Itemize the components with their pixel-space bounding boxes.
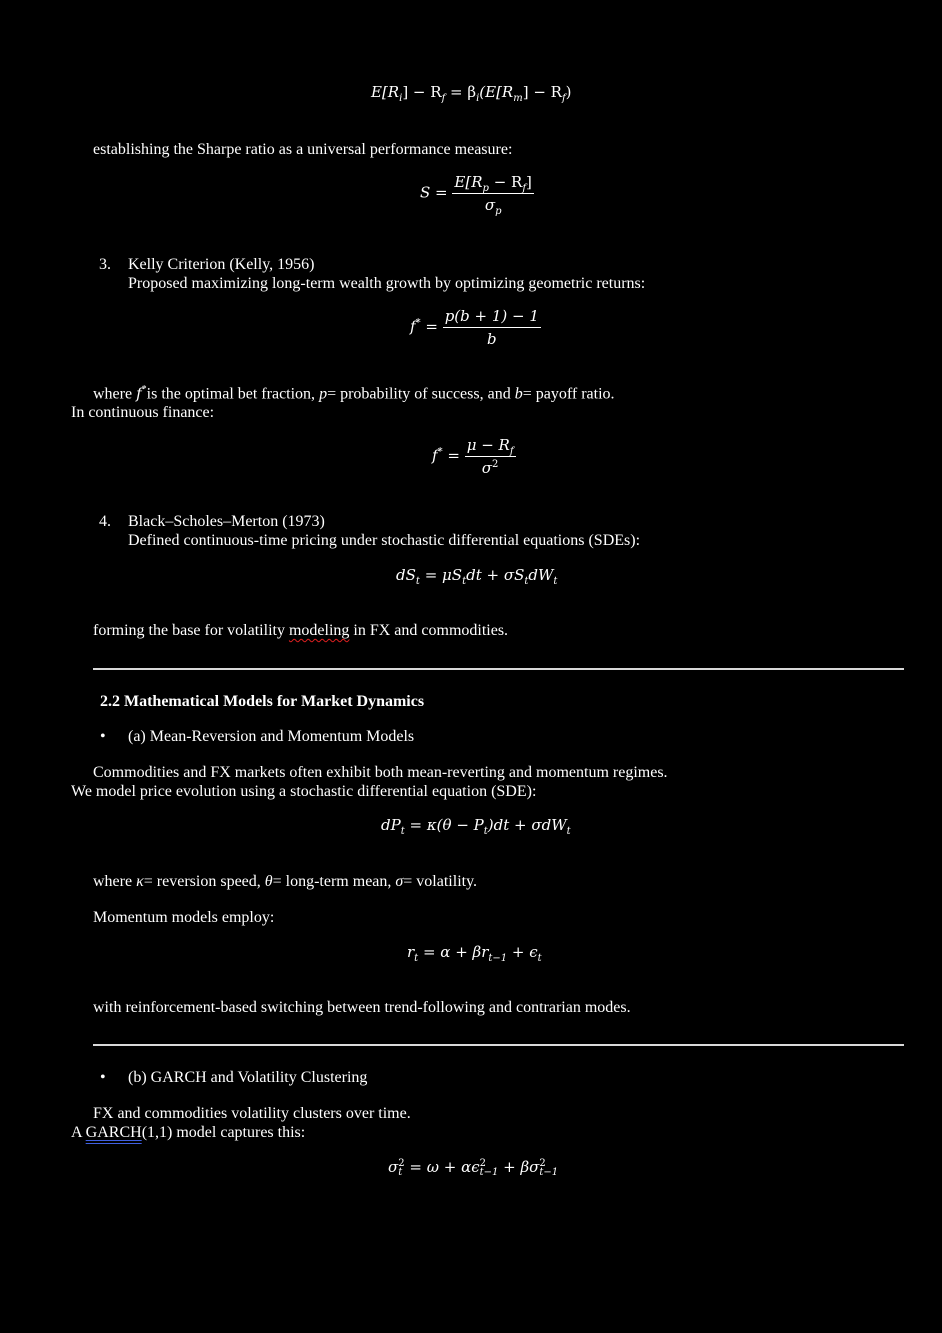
eq-part: = ω + αϵ [404, 1158, 480, 1176]
eq-sub: t [414, 953, 419, 964]
grammar-suggestion-underline[interactable]: GARCH [85, 1124, 142, 1141]
horizontal-rule [93, 1044, 904, 1046]
text-part: = reversion speed, [143, 873, 265, 890]
list-number-3: 3. [99, 256, 111, 273]
text-part: = payoff ratio. [522, 385, 615, 403]
eq-part: ] [526, 173, 532, 191]
eq-part: (E[R [479, 83, 514, 101]
text-part: A [71, 1124, 86, 1141]
text-part: forming the base for volatility [93, 622, 289, 639]
bullet-icon: • [100, 1069, 106, 1086]
eq-part: − R [488, 173, 523, 191]
eq-sub: m [513, 93, 523, 104]
gbm-equation [396, 566, 558, 587]
eq-sub: t [462, 576, 467, 587]
text-part: (1,1) model captures this: [141, 1124, 306, 1141]
continuous-finance-text: In continuous finance: [71, 404, 215, 421]
forming-base-text [93, 622, 508, 640]
capm-equation [371, 83, 572, 104]
text-part: = long-term mean, [272, 873, 396, 890]
garch-equation [388, 1158, 558, 1177]
eq-part: ] − R [522, 83, 562, 101]
eq-part: = α + βr [418, 943, 489, 961]
eq-part: S = [420, 183, 448, 202]
list-number-4: 4. [99, 513, 111, 530]
eq-sup: * [415, 317, 421, 329]
text-part: p [319, 385, 328, 403]
eq-sup: 2 [398, 1158, 405, 1169]
garch-text-1: FX and commodities volatility clusters over time. [93, 1105, 411, 1122]
garch-text-2 [71, 1124, 305, 1142]
eq-part: = κ(θ − P [404, 816, 484, 834]
eq-sub: f [509, 446, 514, 457]
momentum-intro-text: Momentum models employ: [93, 909, 275, 926]
eq-part: dW [528, 566, 554, 584]
text-part: θ [264, 873, 273, 890]
text-part: = probability of success, and [327, 385, 515, 403]
ou-equation [381, 816, 571, 837]
fraction-denominator [482, 457, 499, 477]
eq-part: dt + σS [466, 566, 525, 584]
text-part: b [514, 385, 523, 403]
eq-part: f [410, 317, 416, 336]
eq-sub: t [537, 953, 542, 964]
fraction-denominator: b [486, 330, 497, 348]
eq-sub: i [476, 93, 480, 104]
eq-sub: t [415, 576, 420, 587]
spelling-error-underline[interactable]: modeling [288, 622, 350, 639]
fraction-numerator [452, 173, 533, 194]
eq-sub: f [522, 183, 527, 194]
eq-part: dS [396, 566, 416, 584]
eq-part: ) [565, 83, 572, 101]
momentum-equation [407, 943, 542, 964]
eq-part: + ϵ [507, 943, 538, 961]
text-part: in FX and commodities. [349, 622, 509, 639]
sharpe-equation [420, 173, 534, 217]
eq-part: μ − R [466, 436, 510, 454]
section-heading: 2.2 Mathematical Models for Market Dynamics [100, 693, 425, 710]
eq-part: dP [381, 816, 401, 834]
text-part: σ [395, 873, 404, 890]
text-part: f [136, 384, 142, 403]
kelly-where-text [93, 384, 615, 403]
eq-part: = β [445, 83, 477, 101]
bsm-title: Black–Scholes–Merton (1973) [128, 513, 325, 530]
eq-sup: 2 [539, 1158, 546, 1169]
kelly-fraction [443, 307, 541, 348]
eq-part: = μS [419, 566, 463, 584]
eq-sub: t [398, 1167, 403, 1178]
eq-part: f [432, 446, 438, 465]
eq-sub: t [524, 576, 529, 587]
eq-sub: t−1 [479, 1167, 499, 1178]
horizontal-rule [93, 668, 904, 670]
sharpe-fraction [452, 173, 533, 217]
fraction-numerator: p(b + 1) − 1 [443, 307, 541, 328]
eq-part: E[R [454, 173, 483, 191]
eq-part: r [407, 943, 415, 961]
kelly-continuous-equation [432, 436, 516, 477]
text-part: where [93, 385, 137, 403]
eq-part: ] − R [402, 83, 442, 101]
eq-part: σ [481, 459, 493, 477]
eq-sub: t [553, 576, 558, 587]
eq-sub: i [399, 93, 403, 104]
momentum-outro-text: with reinforcement-based switching between trend-following and contrarian modes. [93, 999, 631, 1016]
commodities-text-1: Commodities and FX markets often exhibit both mean-reverting and momentum regimes. [93, 764, 668, 781]
eq-sub: p [495, 206, 502, 217]
text-part: κ [136, 873, 144, 890]
eq-part: )dt + σdW [487, 816, 567, 834]
kelly-title: Kelly Criterion (Kelly, 1956) [128, 256, 315, 273]
fraction-denominator [484, 194, 502, 217]
ou-where-text [93, 873, 477, 891]
eq-sub: t−1 [488, 953, 508, 964]
bsm-description: Defined continuous-time pricing under stochastic differential equations (SDEs): [128, 532, 641, 549]
eq-sub: t [483, 826, 488, 837]
eq-sub: t [400, 826, 405, 837]
commodities-text-2: We model price evolution using a stochastic differential equation (SDE): [71, 783, 537, 800]
eq-part: = [442, 446, 460, 465]
kelly-description: Proposed maximizing long-term wealth growth by optimizing geometric returns: [128, 275, 646, 292]
eq-sub: f [561, 93, 566, 104]
bullet-icon: • [100, 728, 106, 745]
bullet-mean-reversion: (a) Mean-Reversion and Momentum Models [128, 728, 415, 745]
eq-sup: 2 [479, 1158, 486, 1169]
eq-part: σ [388, 1158, 399, 1176]
eq-part: + βσ [498, 1158, 540, 1176]
text-part: where [93, 873, 137, 890]
eq-sup: * [437, 446, 443, 458]
eq-part: E[R [371, 83, 400, 101]
kelly-equation [410, 307, 541, 348]
sharpe-intro-text: establishing the Sharpe ratio as a universal performance measure: [93, 141, 513, 158]
kelly-continuous-fraction [465, 436, 516, 477]
eq-sub: p [482, 183, 489, 194]
text-part: = volatility. [403, 873, 478, 890]
eq-sup: 2 [492, 459, 499, 470]
fraction-numerator [465, 436, 516, 457]
eq-part: = [420, 317, 438, 336]
text-part: * [141, 384, 147, 395]
eq-sub: f [441, 93, 446, 104]
bullet-garch: (b) GARCH and Volatility Clustering [128, 1069, 368, 1086]
eq-sub: t [566, 826, 571, 837]
eq-sub: t−1 [539, 1167, 559, 1178]
text-part: is the optimal bet fraction, [146, 385, 320, 403]
eq-part: σ [484, 196, 496, 214]
